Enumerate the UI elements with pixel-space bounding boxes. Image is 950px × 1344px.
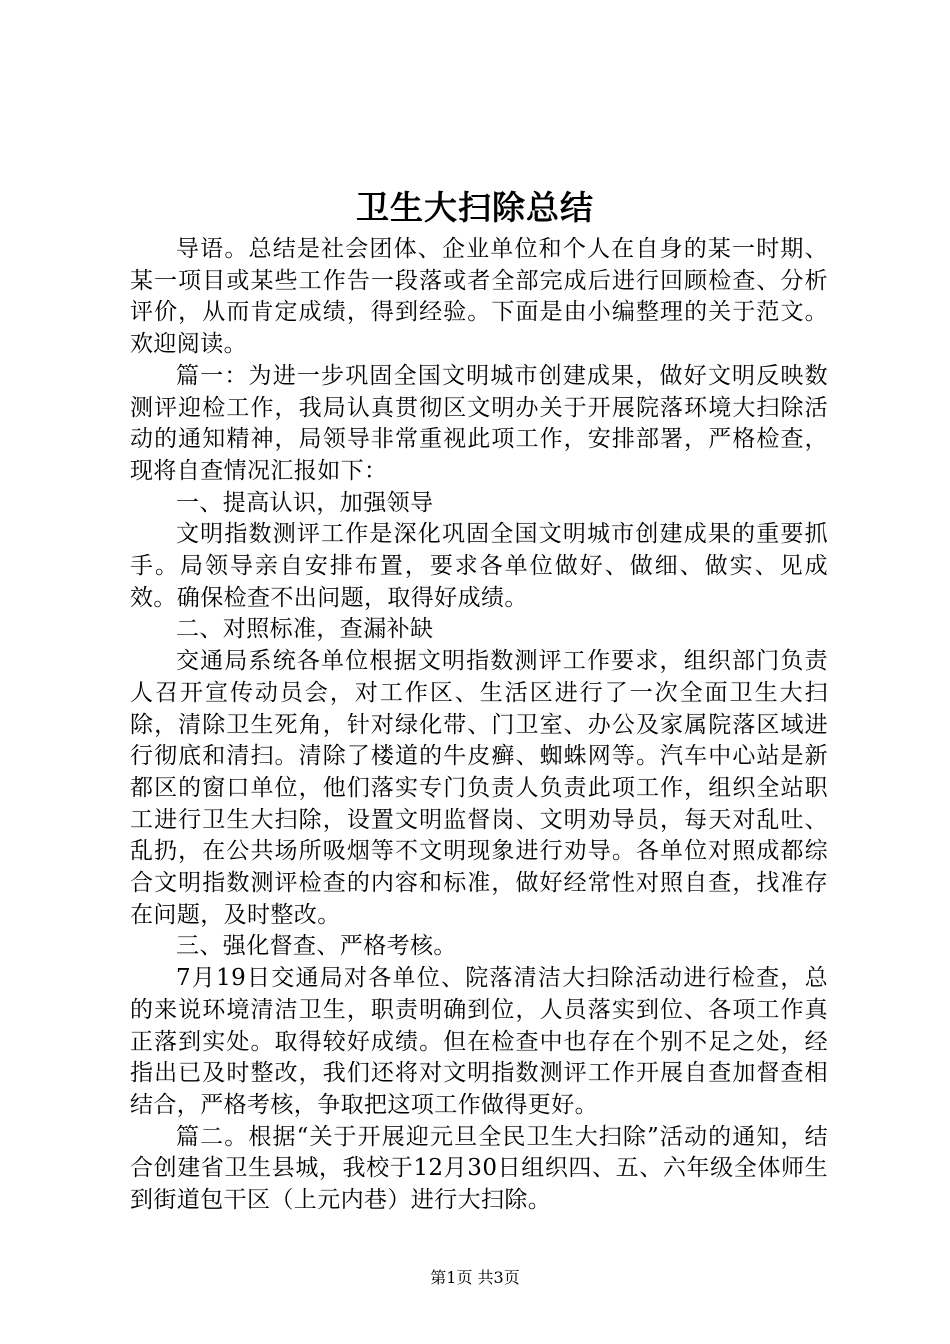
section-2-paragraph: 交通局系统各单位根据文明指数测评工作要求，组织部门负责人召开宣传动员会，对工作区、生活区进行了一次全面卫生大扫除，清除卫生死角，针对绿化带、门卫室、办公及家属院落区域进行彻底和清扫。清除了楼道的牛皮癣、蜘蛛网等。汽车中心站是新都区的窗口单位，他们落实专门负责人负责此项工作，组织全站职工进行卫生大扫除，设置文明监督岗、文明劝导员，每天对乱吐、乱扔，在公共场所吸烟等不文明现象进行劝导。各单位对照成都综合文明指数测评检查的内容和标准，做好经常性对照自查，找准存在问题，及时整改。	[130, 648, 828, 928]
page-footer: 第1页 共3页	[430, 1268, 520, 1287]
part-one-paragraph: 篇一：为进一步巩固全国文明城市创建成果，做好文明反映数测评迎检工作，我局认真贯彻区文明办关于开展院落环境大扫除活动的通知精神，局领导非常重视此项工作，安排部署，严格检查，现将自查情况汇报如下：	[130, 362, 828, 484]
document-title: 卫生大扫除总结	[356, 188, 594, 227]
part-two-paragraph: 篇二。根据“关于开展迎元旦全民卫生大扫除”活动的通知，结合创建省卫生县城，我校于12月30日组织四、五、六年级全体师生到街道包干区（上元内巷）进行大扫除。	[130, 1123, 828, 1214]
section-heading-1: 一、提高认识，加强领导	[176, 489, 434, 516]
section-1-paragraph: 文明指数测评工作是深化巩固全国文明城市创建成果的重要抓手。局领导亲自安排布置，要求各单位做好、做细、做实、见成效。确保检查不出问题，取得好成绩。	[130, 521, 828, 611]
intro-paragraph: 导语。总结是社会团体、企业单位和个人在自身的某一时期、某一项目或某些工作告一段落或者全部完成后进行回顾检查、分析评价，从而肯定成绩，得到经验。下面是由小编整理的关于范文。欢迎阅读。	[130, 236, 828, 358]
section-heading-2: 二、对照标准，查漏补缺	[176, 616, 434, 643]
document-body	[130, 234, 828, 1217]
section-heading-3: 三、强化督查、严格考核。	[176, 933, 457, 960]
section-3-paragraph: 7月19日交通局对各单位、院落清洁大扫除活动进行检查，总的来说环境清洁卫生，职责明确到位，人员落实到位、各项工作真正落到实处。取得较好成绩。但在检查中也存在个别不足之处，经指出已及时整改，我们还将对文明指数测评工作开展自查加督查相结合，严格考核，争取把这项工作做得更好。	[130, 965, 828, 1118]
